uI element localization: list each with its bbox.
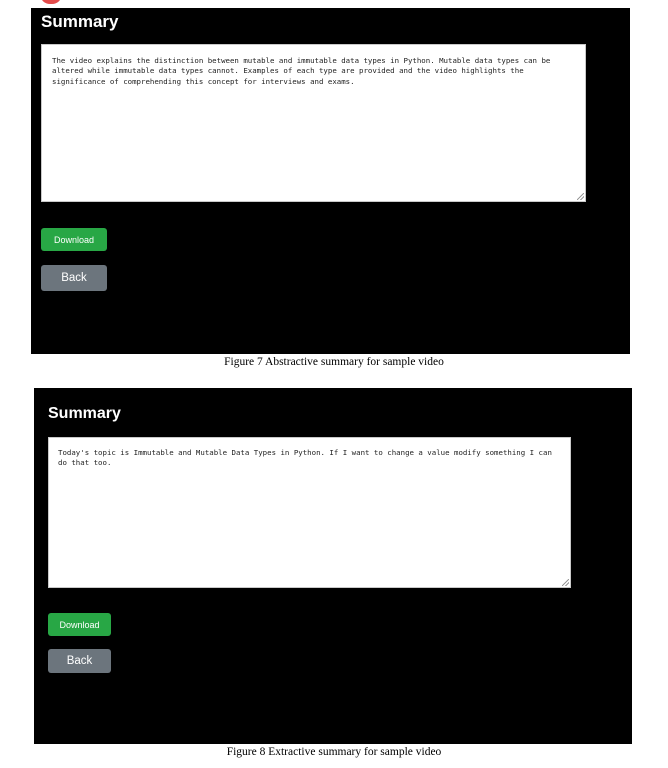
download-button[interactable]: Download (41, 228, 107, 251)
summary-textarea[interactable] (41, 44, 586, 202)
back-button[interactable]: Back (41, 265, 107, 291)
download-button[interactable]: Download (48, 613, 111, 636)
back-button[interactable]: Back (48, 649, 111, 673)
summary-textarea[interactable] (48, 437, 571, 588)
resize-handle-icon[interactable] (577, 193, 584, 200)
summary-heading: Summary (48, 405, 121, 422)
figure-8-screenshot (34, 388, 632, 744)
summary-text: Today's topic is Immutable and Mutable Data Types in Python. If I want to change a value modify something I can do that too. (58, 448, 557, 468)
summary-text: The video explains the distinction between mutable and immutable data types in Python. Mutable data types can be altered while immutable data types cannot. Examples of each type are provided and the video highlights the significance of comprehending this concept for interviews and exams. (52, 56, 555, 86)
figure-7-caption: Figure 7 Abstractive summary for sample video (224, 356, 444, 368)
corner-logo-fragment (40, 0, 62, 4)
figure-8-caption: Figure 8 Extractive summary for sample video (226, 746, 442, 758)
figure-7-screenshot (31, 8, 630, 354)
resize-handle-icon[interactable] (562, 579, 569, 586)
summary-heading: Summary (41, 12, 119, 31)
